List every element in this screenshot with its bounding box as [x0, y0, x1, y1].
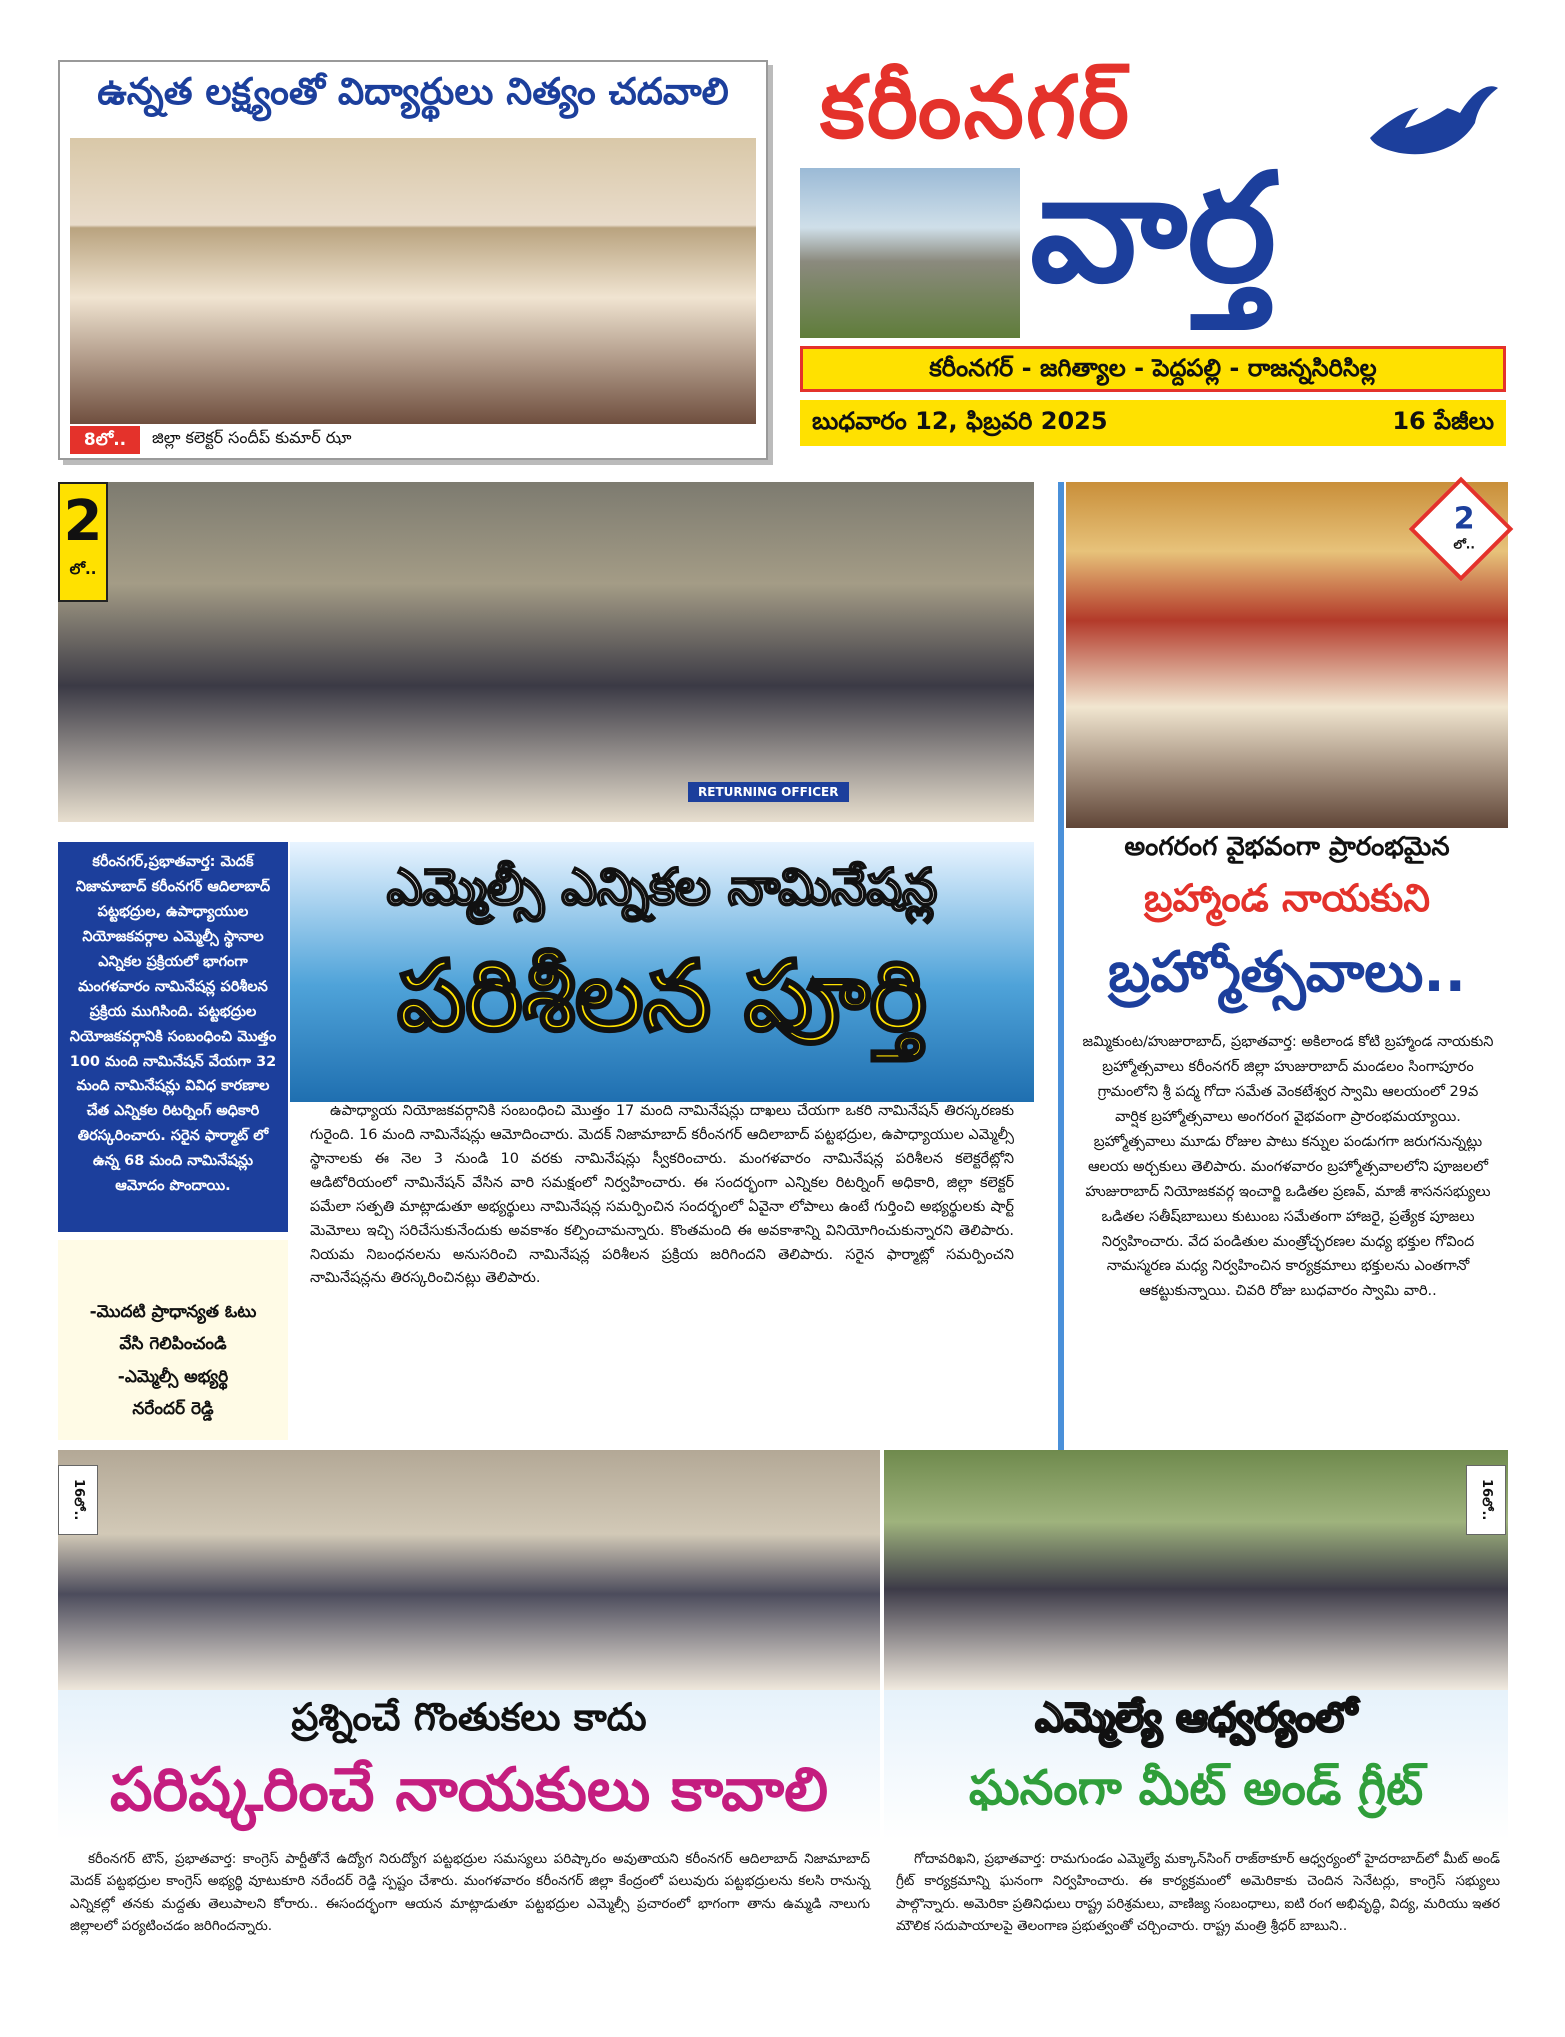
- dam-photo: [800, 168, 1020, 338]
- ad-line-2: వేసి గెలిపించండి: [119, 1334, 227, 1355]
- bottom-left-page-ref[interactable]: 16లో..: [58, 1465, 98, 1535]
- date-bar: [800, 400, 1506, 446]
- issue-date: బుధవారం 12, ఫిబ్రవరి 2025: [812, 407, 1108, 435]
- returning-officer-nameplate: RETURNING OFFICER: [688, 782, 849, 802]
- meet-and-greet-photo: [884, 1450, 1508, 1690]
- graduates-meeting-photo: [58, 1450, 880, 1690]
- bottom-right-headline-line-2[interactable]: ఘనంగా మీట్ అండ్ గ్రీట్: [968, 1760, 1424, 1816]
- temple-page-ref-number: 2: [1453, 501, 1475, 537]
- bottom-left-body: కరీంనగర్ టౌన్, ప్రభాతవార్త: కాంగ్రెస్ పార్టీతోనే ఉద్యోగ నిరుద్యోగ పట్టభద్రుల సమస్యలు పరిష్కారం అవుతాయని కరీంనగర్ ఆదిలాబాద్ నిజామాబాద్ మెదక్ పట్టభద్రుల కాంగ్రెస్ అభ్యర్థి వూటుకూరి నరేందర్ రెడ్డి స్పష్టం చేశారు. మంగళవారం కరీంనగర్ జిల్లా కేంద్రంలో పలువురు పట్టభద్రులను కలసి రానున్న ఎన్నికల్లో తనకు మద్దతు తెలుపాలని కోరారు.. ఈసందర్భంగా ఆయన మాట్లాడుతూ పట్టభద్రుల ఎమ్మెల్సీ ప్రచారంలో భాగంగా తాను ఉమ్మడి నాలుగు జిల్లాలలో పర్యటించడం జరిగిందన్నారు.: [70, 1851, 870, 1934]
- masthead-title-top: కరీంనగర్: [820, 58, 1131, 158]
- main-headline-line-2[interactable]: పరిశీలన పూర్తి: [397, 940, 927, 1052]
- masthead-title-main: వార్త: [1030, 142, 1277, 316]
- ad-line-4: నరేందర్ రెడ్డి: [132, 1398, 214, 1419]
- temple-page-ref-suffix: లో..: [1453, 537, 1475, 552]
- main-story-sidebar: [58, 842, 288, 1232]
- candidate-ad: [58, 1240, 288, 1440]
- temple-headline-line-2[interactable]: బ్రహ్మోత్సవాలు..: [1108, 940, 1466, 1005]
- dove-logo-icon: [1360, 68, 1500, 178]
- main-headline-line-1[interactable]: ఎమ్మెల్సీ ఎన్నికల నామినేషన్ల: [386, 858, 938, 916]
- main-story-page-ref[interactable]: [58, 482, 108, 602]
- page-ref-suffix: లో..: [69, 560, 97, 578]
- top-story-headline[interactable]: ఉన్నత లక్ష్యంతో విద్యార్థులు నిత్యం చదవాలి: [97, 70, 729, 113]
- top-story-caption-bar: [70, 424, 756, 456]
- top-story-box: [58, 60, 768, 460]
- page-count: 16 పేజీలు: [1392, 407, 1494, 435]
- bottom-right-page-ref[interactable]: 16లో..: [1466, 1465, 1506, 1535]
- masthead: [800, 58, 1510, 458]
- temple-headline-line-1[interactable]: బ్రహ్మాండ నాయకుని: [1143, 876, 1431, 920]
- temple-story-body: జమ్మికుంట/హుజురాబాద్, ప్రభాతవార్త: అకిలాండ కోటి బ్రహ్మాండ నాయకుని బ్రహ్మోత్సవాలు కరీంనగర్ జిల్లా హుజురాబాద్ మండలం సింగాపూరం గ్రామంలోని శ్రీ పద్మ గోదా సమేత వెంకటేశ్వర స్వామి ఆలయంలో 29వ వార్షిక బ్రహ్మోత్సవాలు అంగరంగ వైభవంగా ప్రారంభమయ్యాయి. బ్రహ్మోత్సవాలు మూడు రోజుల పాటు కన్నుల పండుగగా జరుగనున్నట్లు ఆలయ అర్చకులు తెలిపారు. మంగళవారం బ్రహ్మోత్సవాలలోని పూజలలో హుజురాబాద్ నియోజకవర్గ ఇంచార్జి ఒడితల ప్రణవ్, మాజీ శాసనసభ్యులు ఒడితల సతీష్‌బాబులు కుటుంబ సమేతంగా హాజరై, ప్రత్యేక పూజలు నిర్వహించారు. వేద పండితుల మంత్రోచ్ఛరణల మధ్య భక్తుల గోవింద నామస్మరణ మధ్య నిర్వహించిన కార్యక్రమాలు భక్తులను ఎంతగానో ఆకట్టుకున్నాయి. చివరి రోజు బుధవారం స్వామి వారి..: [1082, 1034, 1494, 1300]
- temple-kicker[interactable]: అంగరంగ వైభవంగా ప్రారంభమైన: [1124, 832, 1450, 862]
- bottom-right-body: గోదావరిఖని, ప్రభాతవార్త: రామగుండం ఎమ్మెల్యే మక్కాన్‌సింగ్ రాజ్‌ఠాకూర్ ఆధ్వర్యంలో హైదరాబాద్‌లో మీట్ అండ్ గ్రీట్ కార్యక్రమాన్ని ఘనంగా నిర్వహించారు. ఈ కార్యక్రమంలో అమెరికాకు చెందిన సెనేటర్లు, కాంగ్రెస్ సభ్యులు పాల్గొన్నారు. అమెరికా ప్రతినిధులు రాష్ట్ర పరిశ్రమలు, వాణిజ్య సంబంధాలు, ఐటి రంగ అభివృద్ధి, విద్య, మరియు ఇతర మౌలిక సదుపాయాలపై తెలంగాణ ప్రభుత్వంతో చర్చించారు. రాష్ట్ర మంత్రి శ్రీధర్ బాబుని..: [896, 1851, 1500, 1934]
- ad-line-3: -ఎమ్మెల్సీ అభ్యర్థి: [117, 1366, 229, 1387]
- main-story-body: ఉపాధ్యాయ నియోజకవర్గానికి సంబంధించి మొత్తం 17 మంది నామినేషన్లు దాఖలు చేయగా ఒకరి నామినేషన్ తిరస్కరణకు గురైంది. 16 మంది నామినేషన్లు ఆమోదించారు. మెదక్ నిజామాబాద్ కరీంనగర్ ఆదిలాబాద్ పట్టభద్రుల, ఉపాధ్యాయుల ఎమ్మెల్సీ స్థానాలకు ఈ నెల 3 నుండి 10 వరకు నామినేషన్లు స్వీకరించారు. మంగళవారం నామినేషన్ల పరిశీలన కలెక్టరేట్లోని ఆడిటోరియంలో నామినేషన్ వేసిన వారి సమక్షంలో నిర్వహించారు. ఈ సందర్భంగా ఎన్నికల రిటర్నింగ్ అధికారి, జిల్లా కలెక్టర్ పమేలా సత్పతి మాట్లాడుతూ అభ్యర్థులు నామినేషన్ల సమర్పించిన సందర్భంలో ఏవైనా లోపాలు ఉంటే గుర్తించి అభ్యర్థులకు షార్ట్ మెమోలు ఇచ్చి సరిచేసుకునేందుకు అవకాశం కల్పించామన్నారు. కొంతమంది ఈ అవకాశాన్ని వినియోగించుకున్నారని తెలిపారు. నియమ నిబంధనలను అనుసరించి నామినేషన్ల పరిశీలన ప్రక్రియ జరిగిందని తెలిపారు. సరైన ఫార్మాట్లో సమర్పించని నామినేషన్లను తిరస్కరించినట్లు తెలిపారు.: [310, 1103, 1014, 1287]
- top-story-page-ref[interactable]: 8లో..: [70, 426, 140, 454]
- districts-text: కరీంనగర్ - జగిత్యాల - పెద్దపల్లి - రాజన్నసిరిసిల్ల: [929, 354, 1377, 382]
- bottom-left-headline-line-2[interactable]: పరిష్కరించే నాయకులు కావాలి: [109, 1755, 829, 1825]
- nomination-meeting-photo: [58, 482, 1034, 822]
- top-story-caption: జిల్లా కలెక్టర్ సందీప్ కుమార్ ఝా: [152, 428, 352, 447]
- page-ref-number: 2: [63, 489, 103, 554]
- ad-line-1: -మొదటి ప్రాధాన్యత ఓటు: [89, 1302, 257, 1322]
- bottom-right-headline-line-1[interactable]: ఎమ్మెల్యే ఆధ్వర్యంలో: [1035, 1695, 1357, 1741]
- districts-bar: [800, 346, 1506, 392]
- bottom-left-headline-line-1[interactable]: ప్రశ్నించే గొంతుకలు కాదు: [291, 1695, 647, 1739]
- main-story-sidebar-text: కరీంనగర్,ప్రభాతవార్త: మెదక్ నిజామాబాద్ కరీంనగర్ ఆదిలాబాద్ పట్టభద్రుల, ఉపాధ్యాయుల నియోజకవర్గాల ఎమ్మెల్సీ స్థానాల ఎన్నికల ప్రక్రియలో భాగంగా మంగళవారం నామినేషన్ల పరిశీలన ప్రక్రియ ముగిసింది. పట్టభద్రుల నియోజకవర్గానికి సంబంధించి మొత్తం 100 మంది నామినేషన్ వేయగా 32 మంది నామినేషన్లు వివిధ కారణాల చేత ఎన్నికల రిటర్నింగ్ అధికారి తిరస్కరించారు. సరైన ఫార్మాట్ లో ఉన్న 68 మంది నామినేషన్లు ఆమోదం పొందాయి.: [69, 854, 277, 1195]
- classroom-photo: [70, 138, 756, 428]
